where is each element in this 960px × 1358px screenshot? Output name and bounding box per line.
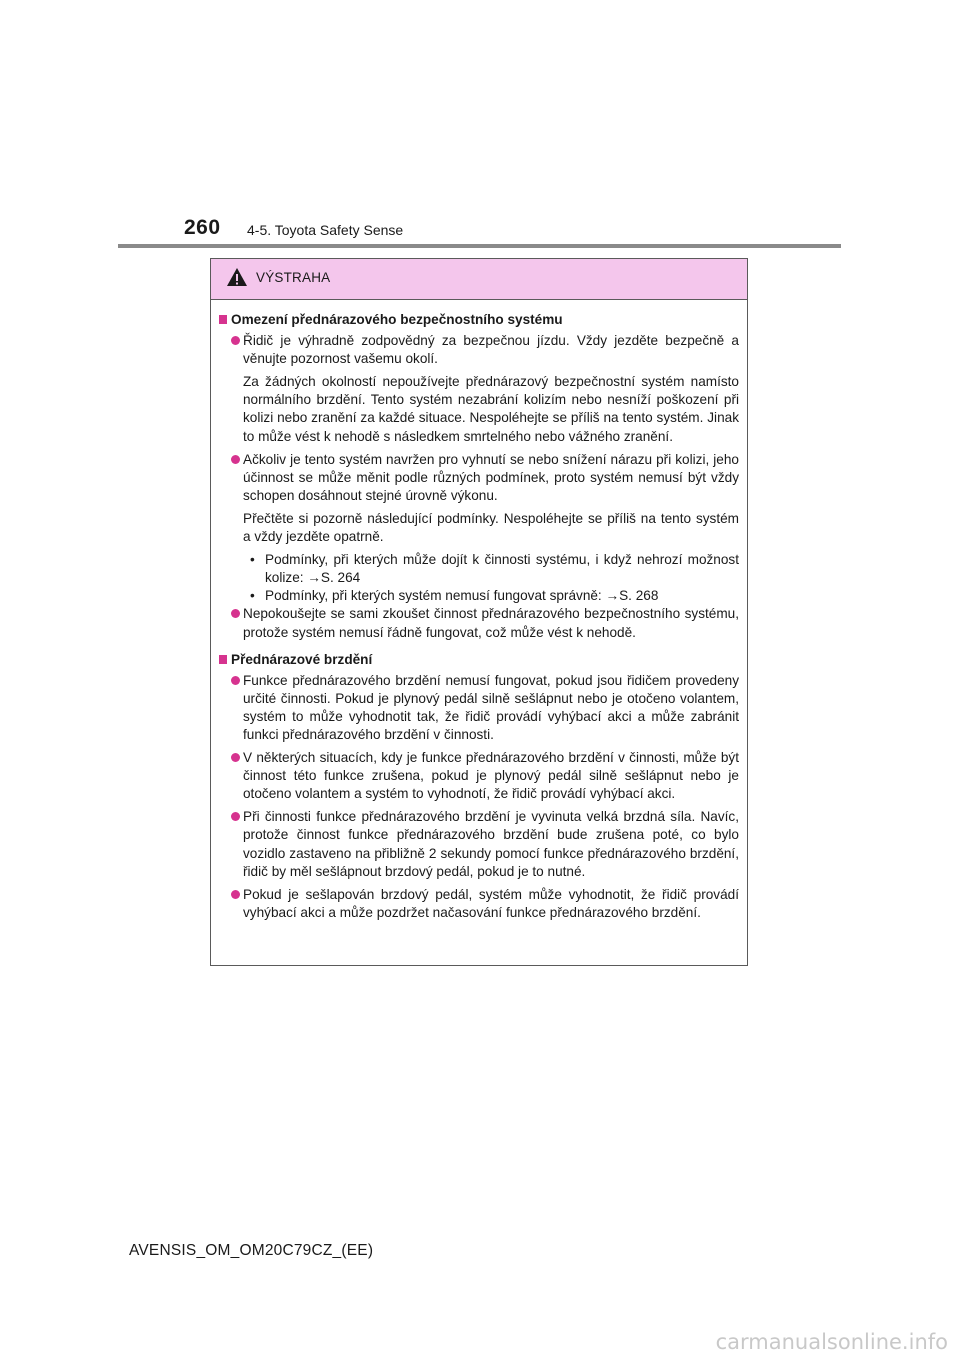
round-bullet-icon	[231, 336, 240, 345]
round-bullet-icon	[231, 609, 240, 618]
section-title: 4-5. Toyota Safety Sense	[247, 222, 404, 238]
header-rule	[118, 244, 841, 248]
list-item	[219, 672, 739, 744]
warning-label: VÝSTRAHA	[256, 269, 331, 285]
round-bullet-icon	[231, 676, 240, 685]
square-bullet-icon	[219, 315, 227, 324]
square-bullet-icon	[219, 655, 227, 664]
section-heading	[219, 311, 739, 329]
section-heading-text: Omezení přednárazového bezpečnostního systému	[231, 312, 563, 327]
round-bullet-icon	[231, 753, 240, 762]
round-bullet-icon	[231, 890, 240, 899]
sub-list-item-text: Podmínky, při kterých systém nemusí fungovat správně: →S. 268	[265, 588, 659, 604]
list-item	[219, 749, 739, 803]
round-bullet-icon	[231, 455, 240, 464]
paragraph: Za žádných okolností nepoužívejte přednárazový bezpečnostní systém namísto normálního brzdění. Tento systém nezabrání kolizím nebo nesníží poškození při kolizi nebo zranění za každé situace. Nespoléhejte se příliš na tento systém. Jinak to může vést k nehodě s následkem smrtelného nebo vážného zranění.	[243, 374, 739, 444]
list-item	[219, 451, 739, 505]
list-item-text: Řidič je výhradně zodpovědný za bezpečnou jízdu. Vždy jezděte bezpečně a věnujte pozornost vašemu okolí.	[243, 333, 739, 367]
list-item	[219, 332, 739, 368]
sub-bullet-mark: •	[250, 588, 255, 604]
sub-list-item	[219, 587, 739, 605]
section-heading-text: Přednárazové brzdění	[231, 651, 373, 667]
list-item-text: Pokud je sešlapován brzdový pedál, systém může vyhodnotit, že řidič provádí vyhýbací akci a může pozdržet načasování funkce přednárazového brzdění.	[243, 886, 739, 920]
list-item-text: Ačkoliv je tento systém navržen pro vyhnutí se nebo snížení nárazu při kolizi, jeho účinnost se může měnit podle různých podmínek, proto systém nemusí být vždy schopen dosáhnout stejné úrovně výkonu.	[243, 451, 739, 503]
warning-box	[210, 258, 748, 966]
list-item	[219, 886, 739, 922]
sub-bullet-mark: •	[250, 552, 255, 568]
sub-list-item-text: Podmínky, při kterých může dojít k činnosti systému, i když nehrozí možnost kolize: →S. 264	[265, 552, 739, 586]
manual-code: AVENSIS_OM_OM20C79CZ_(EE)	[129, 1242, 374, 1259]
warning-header	[211, 259, 747, 300]
list-item	[219, 808, 739, 880]
watermark: carmanualsonline.info	[715, 1330, 948, 1354]
list-item	[219, 605, 739, 641]
list-item-text: Při činnosti funkce přednárazového brzdění je vyvinuta velká brzdná síla. Navíc, protože činnost funkce přednárazového brzdění bude zrušena poté, co bylo vozidlo zastaveno na přibližně 2 sekundy pomocí funkce přednárazového brzdění, řidič by měl sešlápnout brzdový pedál, pokud je to nutné.	[243, 809, 739, 879]
page-number: 260	[184, 216, 221, 239]
warning-triangle-icon	[226, 267, 248, 287]
sub-list-item	[219, 551, 739, 587]
section-heading	[219, 651, 739, 669]
warning-body	[211, 300, 747, 922]
round-bullet-icon	[231, 812, 240, 821]
list-item-text: V některých situacích, kdy je funkce přednárazového brzdění v činnosti, může být činnost této funkce zrušena, pokud je plynový pedál silně sešlápnut nebo je otočeno volantem a systém to vyhodnotí, že řidič provádí vyhýbací akci.	[243, 750, 739, 802]
list-item-text: Funkce přednárazového brzdění nemusí fungovat, pokud jsou řidičem provedeny určité činnosti. Pokud je plynový pedál silně sešlápnut nebo je otočeno volantem, systém to může vyhodnotit tak, že řidič provádí vyhýbací akci a může zabránit funkci přednárazového brzdění v činnosti.	[243, 672, 739, 742]
paragraph: Přečtěte si pozorně následující podmínky. Nespoléhejte se příliš na tento systém a vždy jezděte opatrně.	[243, 510, 739, 545]
list-item-text: Nepokoušejte se sami zkoušet činnost přednárazového bezpečnostního systému, protože systém nemusí řádně fungovat, což může vést k nehodě.	[243, 606, 739, 640]
